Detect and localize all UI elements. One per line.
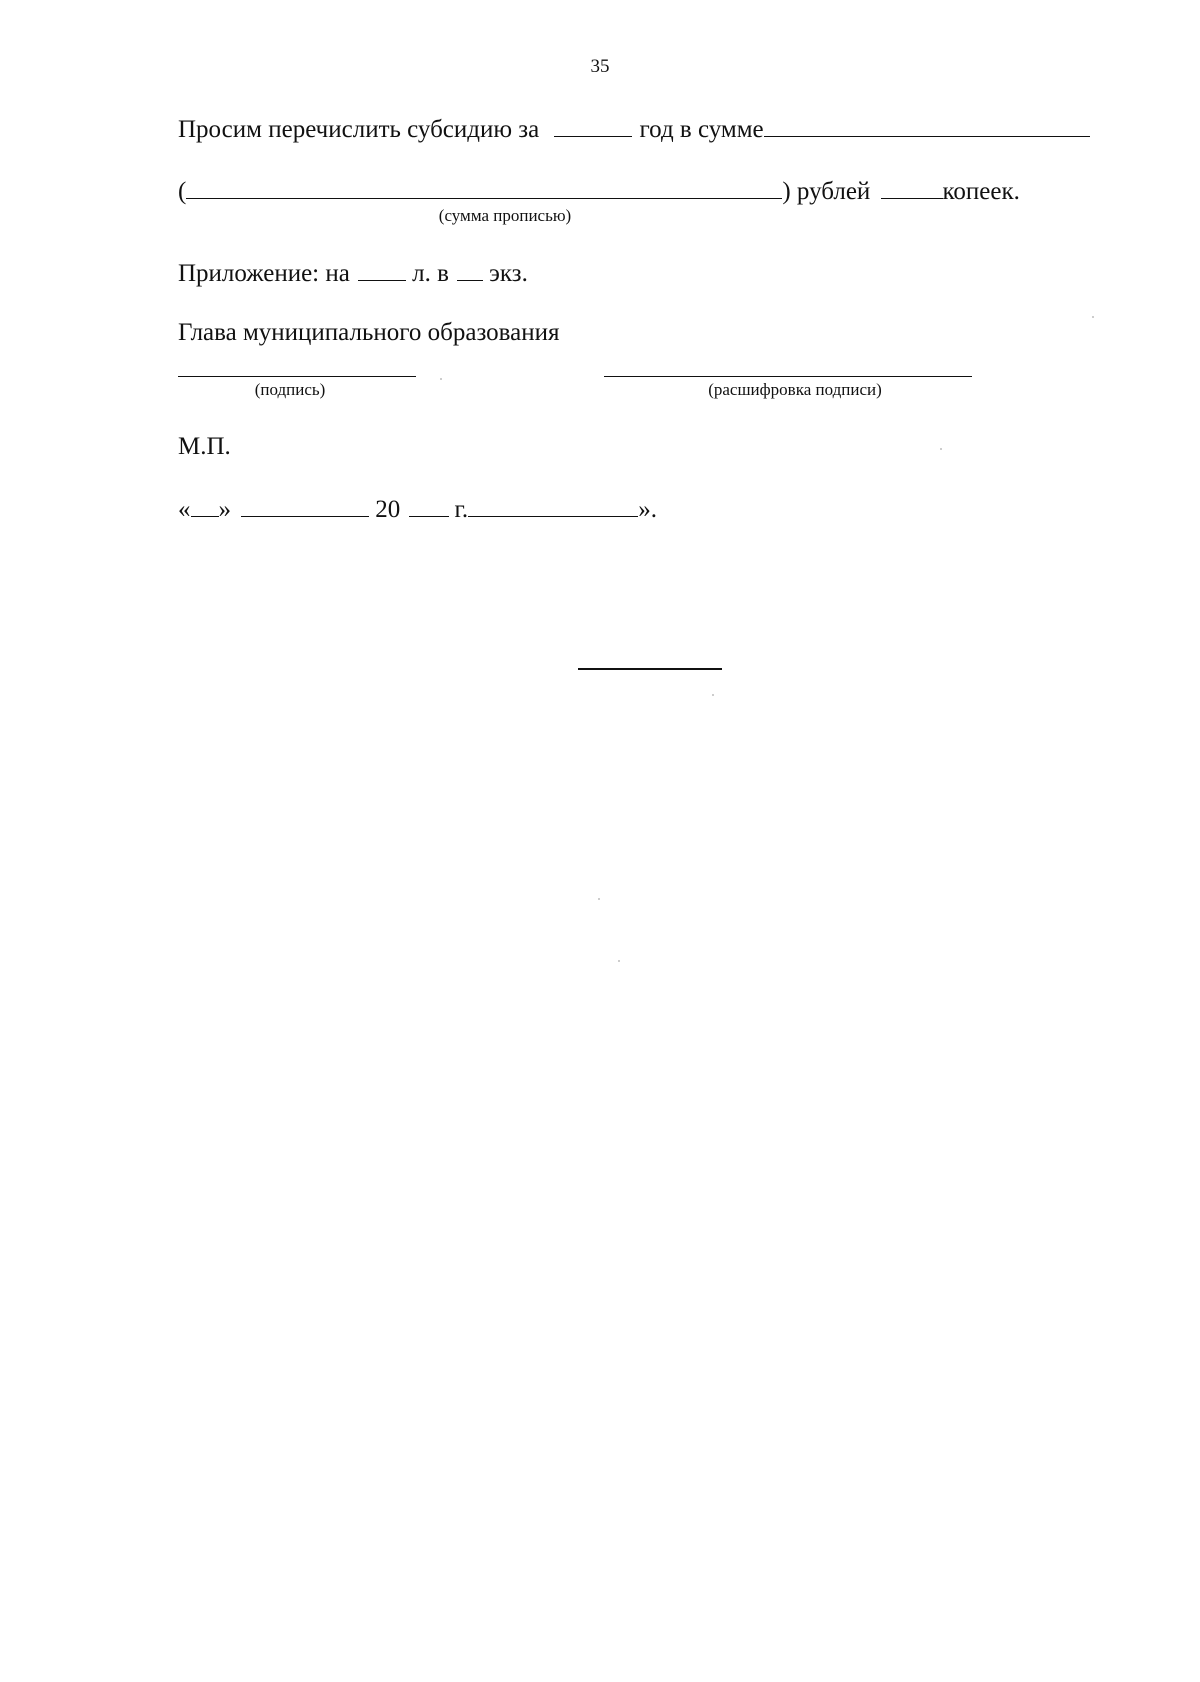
date-extra-blank[interactable] [468,494,638,517]
subsidy-request-line [178,114,1090,145]
year-prefix: 20 [375,496,401,523]
closing-rule [578,668,722,670]
kopecks-blank[interactable] [881,176,943,199]
year-suffix: г. [454,496,469,523]
rubles-label: ) рублей [782,178,871,205]
sheets-label: л. в [412,260,449,287]
request-text-sum: год в сумме [639,116,764,143]
month-blank[interactable] [241,494,369,517]
year-digits-blank[interactable] [409,494,449,517]
attachment-text: Приложение: на [178,260,350,287]
copies-label: экз. [489,260,528,287]
signature-caption: (подпись) [254,380,326,399]
date-open-quote: « [178,496,191,523]
scan-speck [618,960,620,962]
attachment-line [178,258,528,289]
sheets-blank[interactable] [358,258,406,281]
kopecks-label: копеек. [942,178,1020,205]
scan-speck [598,898,600,900]
date-end: ». [638,496,657,523]
page-number: 35 [590,56,610,77]
sum-blank[interactable] [764,114,1090,137]
amount-words-blank[interactable] [186,176,782,199]
date-line [178,494,657,525]
scan-speck [1092,316,1094,318]
date-close-quote: » [218,496,231,523]
scan-speck [440,378,442,380]
request-text: Просим перечислить субсидию за [178,116,540,143]
year-blank[interactable] [554,114,632,137]
amount-words-line [178,176,1020,207]
signature-line[interactable] [178,376,416,377]
head-title: Глава муниципального образования [178,319,560,346]
copies-blank[interactable] [457,258,483,281]
seal-label: М.П. [178,433,231,460]
amount-words-caption: (сумма прописью) [438,206,572,225]
scan-speck [712,694,714,696]
signature-decode-line[interactable] [604,376,972,377]
signature-decode-caption: (расшифровка подписи) [708,380,882,399]
open-paren: ( [178,178,187,205]
day-blank[interactable] [191,494,219,517]
scan-speck [940,448,942,450]
